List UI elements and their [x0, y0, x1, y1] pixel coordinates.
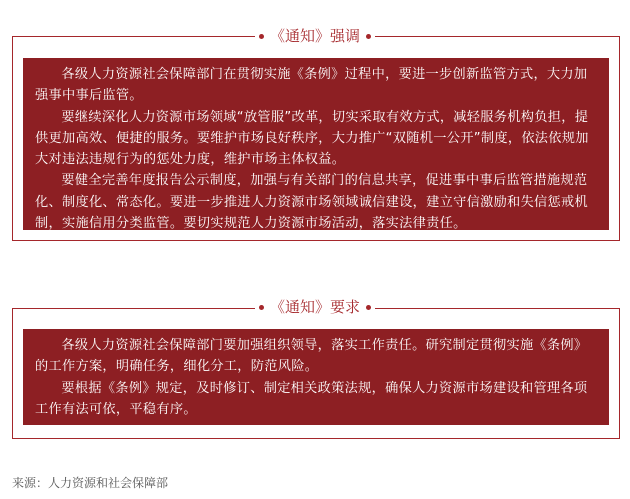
- requirement-title-bar: [0, 297, 630, 317]
- emphasis-content-panel: [23, 58, 609, 230]
- requirement-paragraph-2: 要根据《条例》规定，及时修订、制定相关政策法规，确保人力资源市场建设和管理各项工作有法可依，平稳有序。: [35, 380, 588, 417]
- source-caption: 来源：人力资源和社会保障部: [12, 476, 169, 490]
- left-dot-icon: [259, 34, 264, 39]
- notice-emphasis-section: [12, 36, 620, 241]
- emphasis-title: 《通知》强调: [269, 27, 360, 45]
- emphasis-title-bar: [0, 26, 630, 46]
- emphasis-paragraph-2: 要继续深化人力资源市场领域“放管服”改革，切实采取有效方式，减轻服务机构负担，提供更加高效、便捷的服务。要维护市场良好秩序，大力推广“双随机一公开”制度，依法依规加大对违法违规行为的惩处力度，维护市场主体权益。: [35, 109, 589, 168]
- left-dot-icon: [259, 305, 264, 310]
- requirement-paragraph-1: 各级人力资源社会保障部门要加强组织领导，落实工作责任。研究制定贯彻实施《条例》的工作方案，明确任务，细化分工，防范风险。: [35, 338, 588, 375]
- notice-requirement-section: [12, 308, 620, 439]
- right-dot-icon: [366, 305, 371, 310]
- right-dot-icon: [366, 34, 371, 39]
- emphasis-paragraph-1: 各级人力资源社会保障部门在贯彻实施《条例》过程中，要进一步创新监管方式，大力加强事中事后监管。: [35, 67, 588, 104]
- requirement-title: 《通知》要求: [269, 298, 360, 316]
- emphasis-paragraph-3: 要健全完善年度报告公示制度，加强与有关部门的信息共享，促进事中事后监管措施规范化、制度化、常态化。要进一步推进人力资源市场领域诚信建设，建立守信激励和失信惩戒机制，实施信用分类监管。要切实规范人力资源市场活动，落实法律责任。: [35, 173, 588, 232]
- requirement-content-panel: [23, 329, 609, 425]
